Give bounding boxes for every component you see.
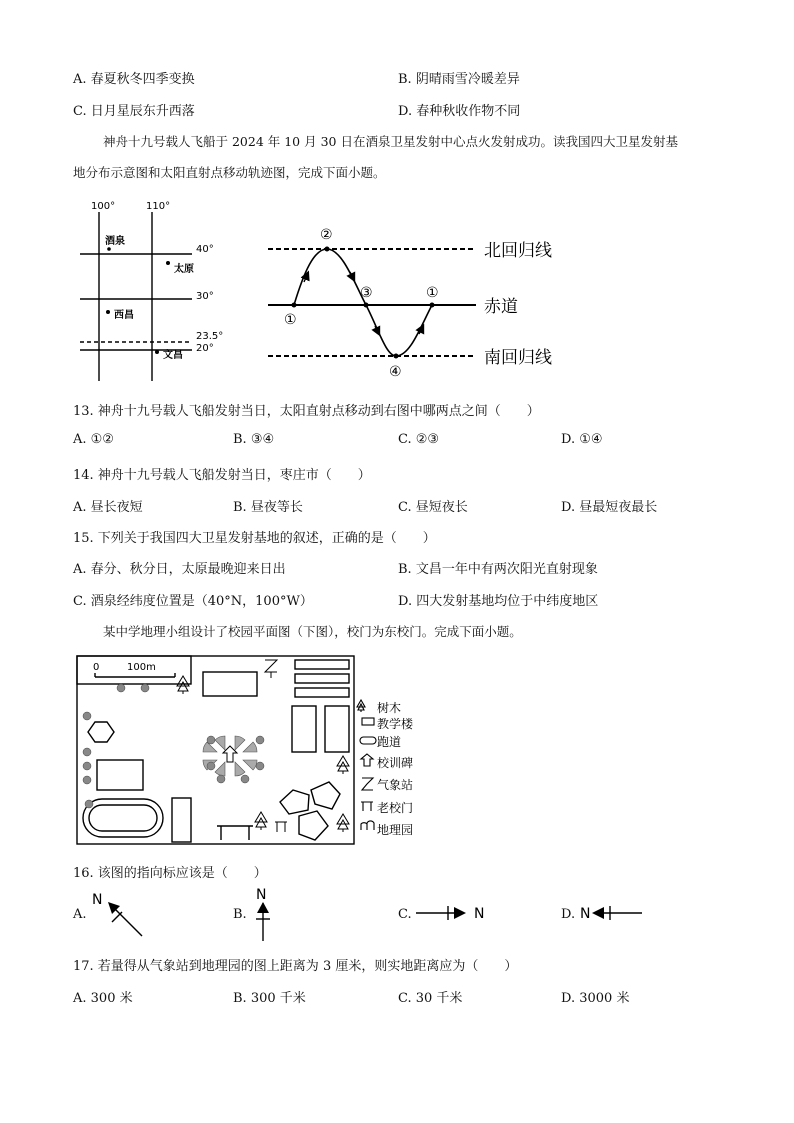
tropic-south-label: 南回归线 xyxy=(484,348,552,368)
q13-option-a: A. ①② xyxy=(73,432,114,447)
lat-label-30: 30° xyxy=(196,291,214,302)
site-jiuquan: 酒泉 xyxy=(105,236,125,247)
q17-option-b: B. 300 千米 xyxy=(233,991,306,1006)
q12-option-c: C. 日月星辰东升西落 xyxy=(73,104,195,119)
point-1-right: ① xyxy=(426,285,439,301)
q13-option-b: B. ③④ xyxy=(233,432,275,447)
site-wenchang: 文昌 xyxy=(163,350,183,361)
intro1-line1: 神舟十九号载人飞船于 2024 年 10 月 30 日在酒泉卫星发射中心点火发射成功。读我国四大卫星发射基 xyxy=(103,134,678,149)
q17-stem: 17. 若量得从气象站到地理园的图上距离为 3 厘米，则实地距离应为（ ） xyxy=(73,959,518,974)
north-arrow-c xyxy=(414,900,494,924)
intro2: 某中学地理小组设计了校园平面图（下图），校门为东校门。完成下面小题。 xyxy=(103,624,522,639)
equator-label: 赤道 xyxy=(484,297,518,317)
q14-option-b: B. 昼夜等长 xyxy=(233,500,303,515)
q13-option-d: D. ①④ xyxy=(561,432,603,447)
q16-stem: 16. 该图的指向标应该是（ ） xyxy=(73,866,267,881)
legend-building: 教学楼 xyxy=(377,717,414,731)
q14-option-a: A. 昼长夜短 xyxy=(73,500,143,515)
site-xichang: 西昌 xyxy=(114,310,134,321)
north-arrow-a xyxy=(90,890,150,942)
launch-site-map xyxy=(75,196,250,386)
point-2: ② xyxy=(320,227,333,243)
q16-option-a: A. xyxy=(73,907,87,922)
lat-label-20: 20° xyxy=(196,343,214,354)
site-taiyuan: 太原 xyxy=(174,264,194,275)
svg-text:N: N xyxy=(580,906,591,922)
q17-option-d: D. 3000 米 xyxy=(561,991,630,1006)
q14-option-d: D. 昼最短夜最长 xyxy=(561,500,658,515)
intro1-line2: 地分布示意图和太阳直射点移动轨迹图，完成下面小题。 xyxy=(73,165,386,180)
lat-label-23-5: 23.5° xyxy=(196,331,224,342)
north-arrow-b xyxy=(250,885,280,943)
q15-option-c: C. 酒泉经纬度位置是（40°N，100°W） xyxy=(73,594,313,609)
q14-stem: 14. 神舟十九号载人飞船发射当日，枣庄市（ ） xyxy=(73,468,371,483)
legend-track: 跑道 xyxy=(377,735,402,749)
north-arrow-d xyxy=(578,900,648,924)
q14-option-c: C. 昼短夜长 xyxy=(398,500,468,515)
svg-text:N: N xyxy=(474,906,485,922)
point-4: ④ xyxy=(389,364,402,380)
q16-option-b: B. xyxy=(233,907,247,922)
lat-label-40: 40° xyxy=(196,244,214,255)
q15-option-d: D. 四大发射基地均位于中纬度地区 xyxy=(398,594,599,609)
q12-option-d: D. 春种秋收作物不同 xyxy=(398,104,521,119)
svg-text:N: N xyxy=(92,892,103,908)
scale-zero: 0 xyxy=(93,662,100,673)
point-3: ③ xyxy=(360,285,373,301)
scale-length: 100m xyxy=(127,662,156,673)
legend-tree: 树木 xyxy=(377,701,402,715)
tropic-north-label: 北回归线 xyxy=(484,241,552,261)
q15-stem: 15. 下列关于我国四大卫星发射基地的叙述，正确的是（ ） xyxy=(73,531,436,546)
legend-monument: 校训碑 xyxy=(377,756,414,770)
q16-option-c: C. xyxy=(398,907,412,922)
q13-option-c: C. ②③ xyxy=(398,432,440,447)
q13-stem: 13. 神舟十九号载人飞船发射当日，太阳直射点移动到右图中哪两点之间（ ） xyxy=(73,404,540,419)
legend-old-gate: 老校门 xyxy=(377,801,414,815)
point-1-left: ① xyxy=(284,312,297,328)
q12-option-b: B. 阴晴雨雪冷暖差异 xyxy=(398,72,520,87)
q17-option-a: A. 300 米 xyxy=(73,991,133,1006)
lon-label-110: 110° xyxy=(146,201,171,212)
q17-option-c: C. 30 千米 xyxy=(398,991,463,1006)
lon-label-100: 100° xyxy=(91,201,116,212)
campus-map xyxy=(75,654,445,850)
orbit-diagram xyxy=(262,222,562,382)
legend-geography-garden: 地理园 xyxy=(377,823,414,837)
q15-option-a: A. 春分、秋分日，太原最晚迎来日出 xyxy=(73,562,286,577)
q16-option-d: D. xyxy=(561,907,576,922)
legend-weather-station: 气象站 xyxy=(377,778,414,792)
svg-text:N: N xyxy=(256,887,267,903)
q15-option-b: B. 文昌一年中有两次阳光直射现象 xyxy=(398,562,598,577)
q12-option-a: A. 春夏秋冬四季变换 xyxy=(73,72,195,87)
